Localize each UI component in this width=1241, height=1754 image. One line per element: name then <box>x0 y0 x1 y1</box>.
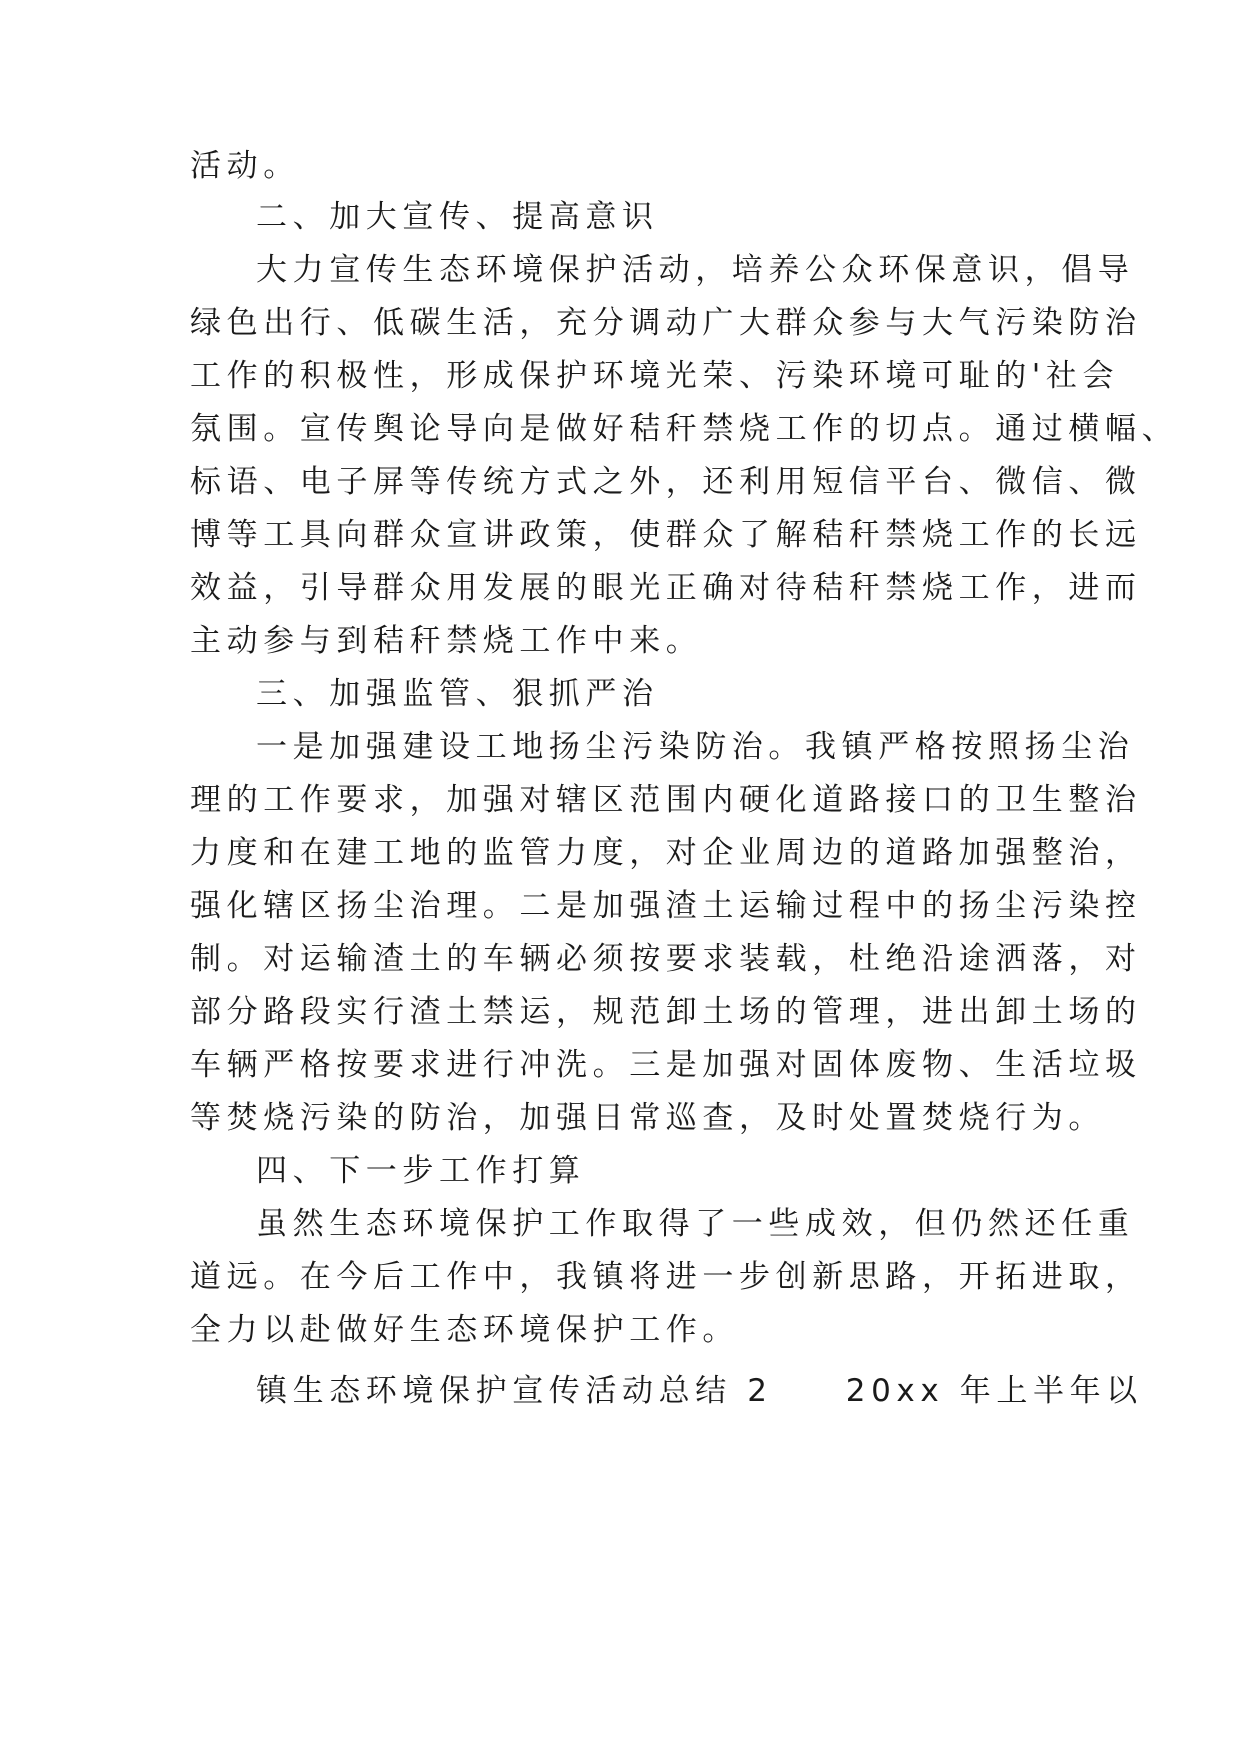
body-text-line: 部分路段实行渣土禁运，规范卸土场的管理，进出卸土场的 <box>190 994 1142 1030</box>
body-text-line: 制。对运输渣土的车辆必须按要求装载，杜绝沿途洒落，对 <box>190 941 1142 977</box>
body-text-line: 效益，引导群众用发展的眼光正确对待秸秆禁烧工作，进而 <box>190 570 1142 606</box>
body-text-line: 等焚烧污染的防治，加强日常巡查，及时处置焚烧行为。 <box>190 1100 1105 1136</box>
paragraph-first-line: 虽然生态环境保护工作取得了一些成效，但仍然还任重 <box>256 1206 1135 1242</box>
section-heading: 三、加强监管、狠抓严治 <box>256 676 659 712</box>
body-text-line: 工作的积极性，形成保护环境光荣、污染环境可耻的'社会 <box>190 358 1120 394</box>
body-text-line: 活动。 <box>190 148 300 184</box>
body-text-line: 道远。在今后工作中，我镇将进一步创新思路，开拓进取， <box>190 1259 1142 1295</box>
body-text-line: 全力以赴做好生态环境保护工作。 <box>190 1312 739 1348</box>
body-text-line: 博等工具向群众宣讲政策，使群众了解秸秆禁烧工作的长远 <box>190 517 1142 553</box>
body-text-line: 理的工作要求，加强对辖区范围内硬化道路接口的卫生整治 <box>190 782 1142 818</box>
paragraph-first-line: 一是加强建设工地扬尘污染防治。我镇严格按照扬尘治 <box>256 729 1135 765</box>
body-text-line: 标语、电子屏等传统方式之外，还利用短信平台、微信、微 <box>190 464 1142 500</box>
next-article-title-line: 镇生态环境保护宣传活动总结 2 20xx 年上半年以 <box>256 1373 1143 1409</box>
body-text-line: 力度和在建工地的监管力度，对企业周边的道路加强整治， <box>190 835 1142 871</box>
body-text-line: 强化辖区扬尘治理。二是加强渣土运输过程中的扬尘污染控 <box>190 888 1142 924</box>
body-text-line: 绿色出行、低碳生活，充分调动广大群众参与大气污染防治 <box>190 305 1142 341</box>
body-text-line: 氛围。宣传舆论导向是做好秸秆禁烧工作的切点。通过横幅、 <box>190 411 1179 447</box>
section-heading: 四、下一步工作打算 <box>256 1153 586 1189</box>
body-text-line: 主动参与到秸秆禁烧工作中来。 <box>190 623 703 659</box>
section-heading: 二、加大宣传、提高意识 <box>256 199 659 235</box>
body-text-line: 车辆严格按要求进行冲洗。三是加强对固体废物、生活垃圾 <box>190 1047 1142 1083</box>
paragraph-first-line: 大力宣传生态环境保护活动，培养公众环保意识，倡导 <box>256 252 1135 288</box>
